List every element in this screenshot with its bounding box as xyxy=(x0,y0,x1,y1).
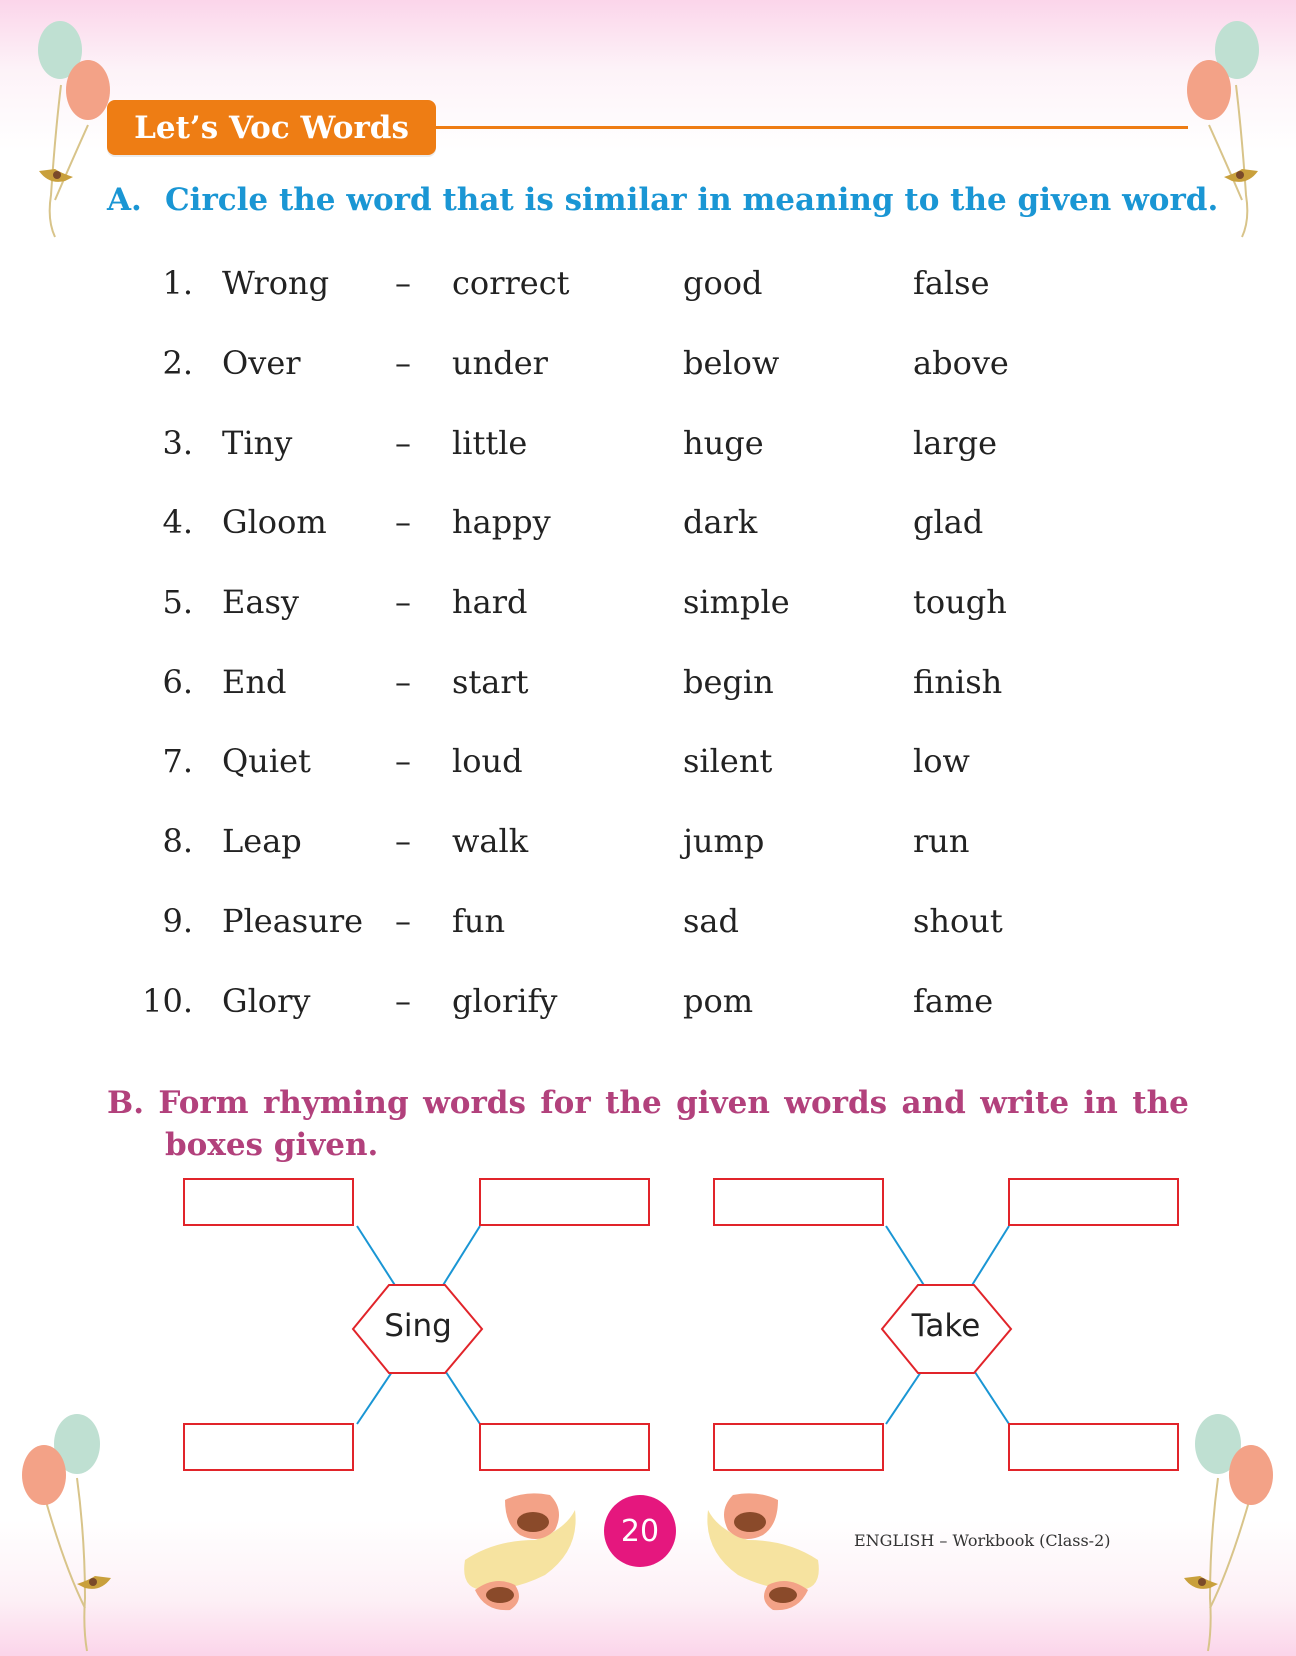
dash: – xyxy=(395,982,411,1020)
dash: – xyxy=(395,663,411,701)
option-3[interactable]: large xyxy=(913,424,998,462)
option-2[interactable]: huge xyxy=(683,424,764,462)
option-1[interactable]: glorify xyxy=(452,982,558,1020)
section-b-label: B. xyxy=(107,1085,144,1121)
answer-box-sing-bottom-left[interactable] xyxy=(183,1423,354,1471)
question-number: 8. xyxy=(162,822,193,860)
given-word: Quiet xyxy=(222,742,311,780)
instruction-word: the xyxy=(605,1085,662,1121)
question-number: 3. xyxy=(162,424,193,462)
answer-box-take-top-right[interactable] xyxy=(1008,1178,1179,1226)
option-2[interactable]: sad xyxy=(683,902,739,940)
question-number: 10. xyxy=(142,982,193,1020)
hexagon-word-sing: Sing xyxy=(384,1308,452,1344)
option-3[interactable]: false xyxy=(913,264,990,302)
option-3[interactable]: low xyxy=(913,742,970,780)
hexagon-word-take: Take xyxy=(911,1308,981,1344)
option-1[interactable]: little xyxy=(452,424,528,462)
dash: – xyxy=(395,344,411,382)
option-1[interactable]: happy xyxy=(452,503,551,541)
question-number: 6. xyxy=(162,663,193,701)
dash: – xyxy=(395,742,411,780)
instruction-word: the xyxy=(1132,1085,1189,1121)
option-1[interactable]: walk xyxy=(452,822,529,860)
option-2[interactable]: dark xyxy=(683,503,758,541)
option-2[interactable]: good xyxy=(683,264,763,302)
dash: – xyxy=(395,583,411,621)
option-2[interactable]: jump xyxy=(683,822,765,860)
question-number: 4. xyxy=(162,503,193,541)
option-1[interactable]: loud xyxy=(452,742,523,780)
answer-box-sing-top-left[interactable] xyxy=(183,1178,354,1226)
instruction-word: in xyxy=(1083,1085,1118,1121)
given-word: Leap xyxy=(222,822,302,860)
footer-book-title: ENGLISH – Workbook (Class-2) xyxy=(854,1531,1111,1550)
dash: – xyxy=(395,503,411,541)
given-word: Gloom xyxy=(222,503,327,541)
option-2[interactable]: simple xyxy=(683,583,790,621)
question-number: 5. xyxy=(162,583,193,621)
given-word: Glory xyxy=(222,982,311,1020)
given-word: Over xyxy=(222,344,301,382)
option-3[interactable]: tough xyxy=(913,583,1007,621)
birds-left-icon xyxy=(455,1490,585,1615)
page-number-badge xyxy=(604,1495,676,1567)
dash: – xyxy=(395,822,411,860)
option-2[interactable]: below xyxy=(683,344,780,382)
answer-box-sing-bottom-right[interactable] xyxy=(479,1423,650,1471)
instruction-word: and xyxy=(901,1085,966,1121)
instruction-word: given xyxy=(676,1085,770,1121)
option-2[interactable]: begin xyxy=(683,663,774,701)
given-word: Wrong xyxy=(222,264,330,302)
section-b-line-2: boxes given. xyxy=(165,1127,379,1163)
option-1[interactable]: hard xyxy=(452,583,528,621)
instruction-word: rhyming xyxy=(262,1085,409,1121)
given-word: End xyxy=(222,663,287,701)
option-1[interactable]: under xyxy=(452,344,548,382)
answer-box-sing-top-right[interactable] xyxy=(479,1178,650,1226)
question-number: 9. xyxy=(162,902,193,940)
answer-box-take-bottom-right[interactable] xyxy=(1008,1423,1179,1471)
option-3[interactable]: above xyxy=(913,344,1009,382)
option-2[interactable]: pom xyxy=(683,982,754,1020)
option-3[interactable]: finish xyxy=(913,663,1003,701)
birds-right-icon xyxy=(698,1490,828,1615)
section-header-title: Let’s Voc Words xyxy=(134,109,409,146)
instruction-word: words xyxy=(784,1085,888,1121)
section-a-text: Circle the word that is similar in meaning to the given word. xyxy=(165,182,1219,218)
given-word: Easy xyxy=(222,583,299,621)
dash: – xyxy=(395,902,411,940)
given-word: Pleasure xyxy=(222,902,364,940)
option-3[interactable]: run xyxy=(913,822,970,860)
given-word: Tiny xyxy=(222,424,293,462)
instruction-word: write xyxy=(980,1085,1070,1121)
question-number: 1. xyxy=(162,264,193,302)
instruction-word: words xyxy=(423,1085,526,1121)
option-1[interactable]: fun xyxy=(452,902,506,940)
instruction-word: Form xyxy=(158,1085,249,1121)
instruction-word: for xyxy=(540,1085,591,1121)
option-1[interactable]: correct xyxy=(452,264,570,302)
option-3[interactable]: glad xyxy=(913,503,984,541)
answer-box-take-top-left[interactable] xyxy=(713,1178,884,1226)
question-number: 2. xyxy=(162,344,193,382)
section-a-label: A. xyxy=(107,182,142,218)
option-2[interactable]: silent xyxy=(683,742,773,780)
question-number: 7. xyxy=(162,742,193,780)
option-1[interactable]: start xyxy=(452,663,529,701)
option-3[interactable]: fame xyxy=(913,982,994,1020)
option-3[interactable]: shout xyxy=(913,902,1003,940)
answer-box-take-bottom-left[interactable] xyxy=(713,1423,884,1471)
page-number: 20 xyxy=(620,1513,660,1549)
dash: – xyxy=(395,264,411,302)
dash: – xyxy=(395,424,411,462)
